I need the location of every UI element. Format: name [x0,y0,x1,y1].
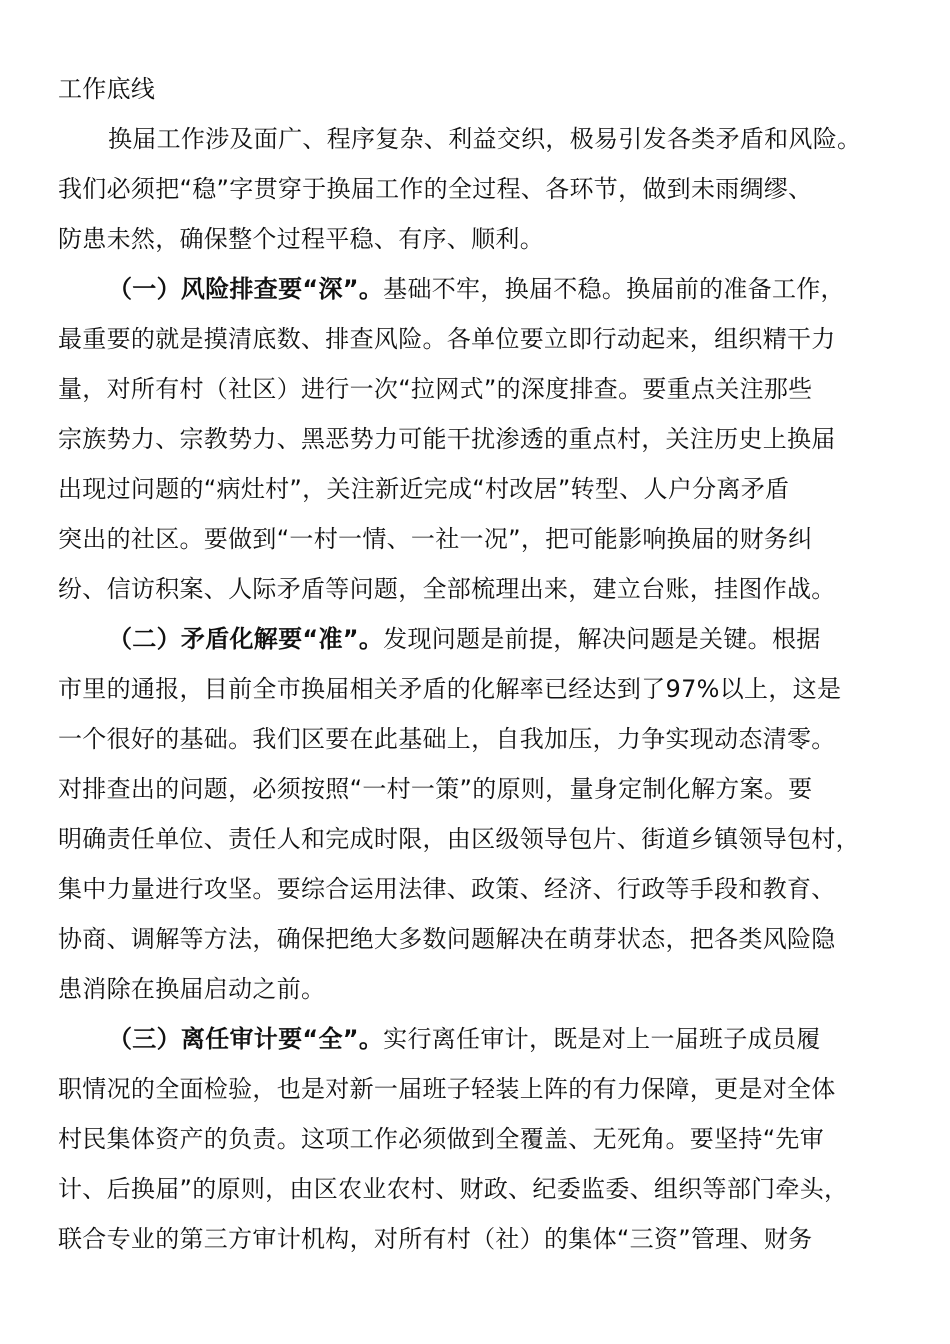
section-heading: （一）风险排查要“深”。 [108,275,384,303]
text-line: 职情况的全面检验，也是对新一届班子轻装上阵的有力保障，更是对全体 [58,1075,836,1103]
text-line: 联合专业的第三方审计机构，对所有村（社）的集体“三资”管理、财务 [58,1225,813,1253]
text-line: 明确责任单位、责任人和完成时限，由区级领导包片、街道乡镇领导包村， [58,825,860,853]
section-text: 发现问题是前提，解决问题是关键。根据 [383,625,821,653]
section-heading-line [108,274,898,304]
text-line: 一个很好的基础。我们区要在此基础上，自我加压，力争实现动态清零。 [58,725,836,753]
text-line: 纷、信访积案、人际矛盾等问题，全部梳理出来，建立台账，挂图作战。 [58,575,836,603]
text-line: 宗族势力、宗教势力、黑恶势力可能干扰渗透的重点村，关注历史上换届 [58,425,836,453]
text-line: 协商、调解等方法，确保把绝大多数问题解决在萌芽状态，把各类风险隐 [58,925,836,953]
text-line: 对排查出的问题，必须按照“一村一策”的原则，量身定制化解方案。要 [58,775,813,803]
text-line: 市里的通报，目前全市换届相关矛盾的化解率已经达到了97%以上，这是 [58,675,842,703]
text-line: 突出的社区。要做到“一村一情、一社一况”，把可能影响换届的财务纠 [58,525,813,553]
text-line: 工作底线 [58,75,156,103]
text-line: 我们必须把“稳”字贯穿于换届工作的全过程、各环节，做到未雨绸缪、 [58,175,813,203]
text-line: 量，对所有村（社区）进行一次“拉网式”的深度排查。要重点关注那些 [58,375,813,403]
text-line: 出现过问题的“病灶村”，关注新近完成“村改居”转型、人户分离矛盾 [58,475,790,503]
paragraph-first-line: 换届工作涉及面广、程序复杂、利益交织，极易引发各类矛盾和风险。 [108,125,862,153]
section-text: 基础不牢，换届不稳。换届前的准备工作， [383,275,845,303]
text-line: 计、后换届”的原则，由区农业农村、财政、纪委监委、组织等部门牵头， [58,1175,849,1203]
section-heading: （三）离任审计要“全”。 [108,1025,384,1053]
text-line: 患消除在换届启动之前。 [58,975,326,1003]
text-line: 防患未然，确保整个过程平稳、有序、顺利。 [58,225,544,253]
section-text: 实行离任审计，既是对上一届班子成员履 [383,1025,821,1053]
text-line: 最重要的就是摸清底数、排查风险。各单位要立即行动起来，组织精干力 [58,325,836,353]
text-line: 村民集体资产的负责。这项工作必须做到全覆盖、无死角。要坚持“先审 [58,1125,825,1153]
section-heading-line [108,624,898,654]
section-heading-line [108,1024,898,1054]
text-line: 集中力量进行攻坚。要综合运用法律、政策、经济、行政等手段和教育、 [58,875,836,903]
section-heading: （二）矛盾化解要“准”。 [108,625,384,653]
